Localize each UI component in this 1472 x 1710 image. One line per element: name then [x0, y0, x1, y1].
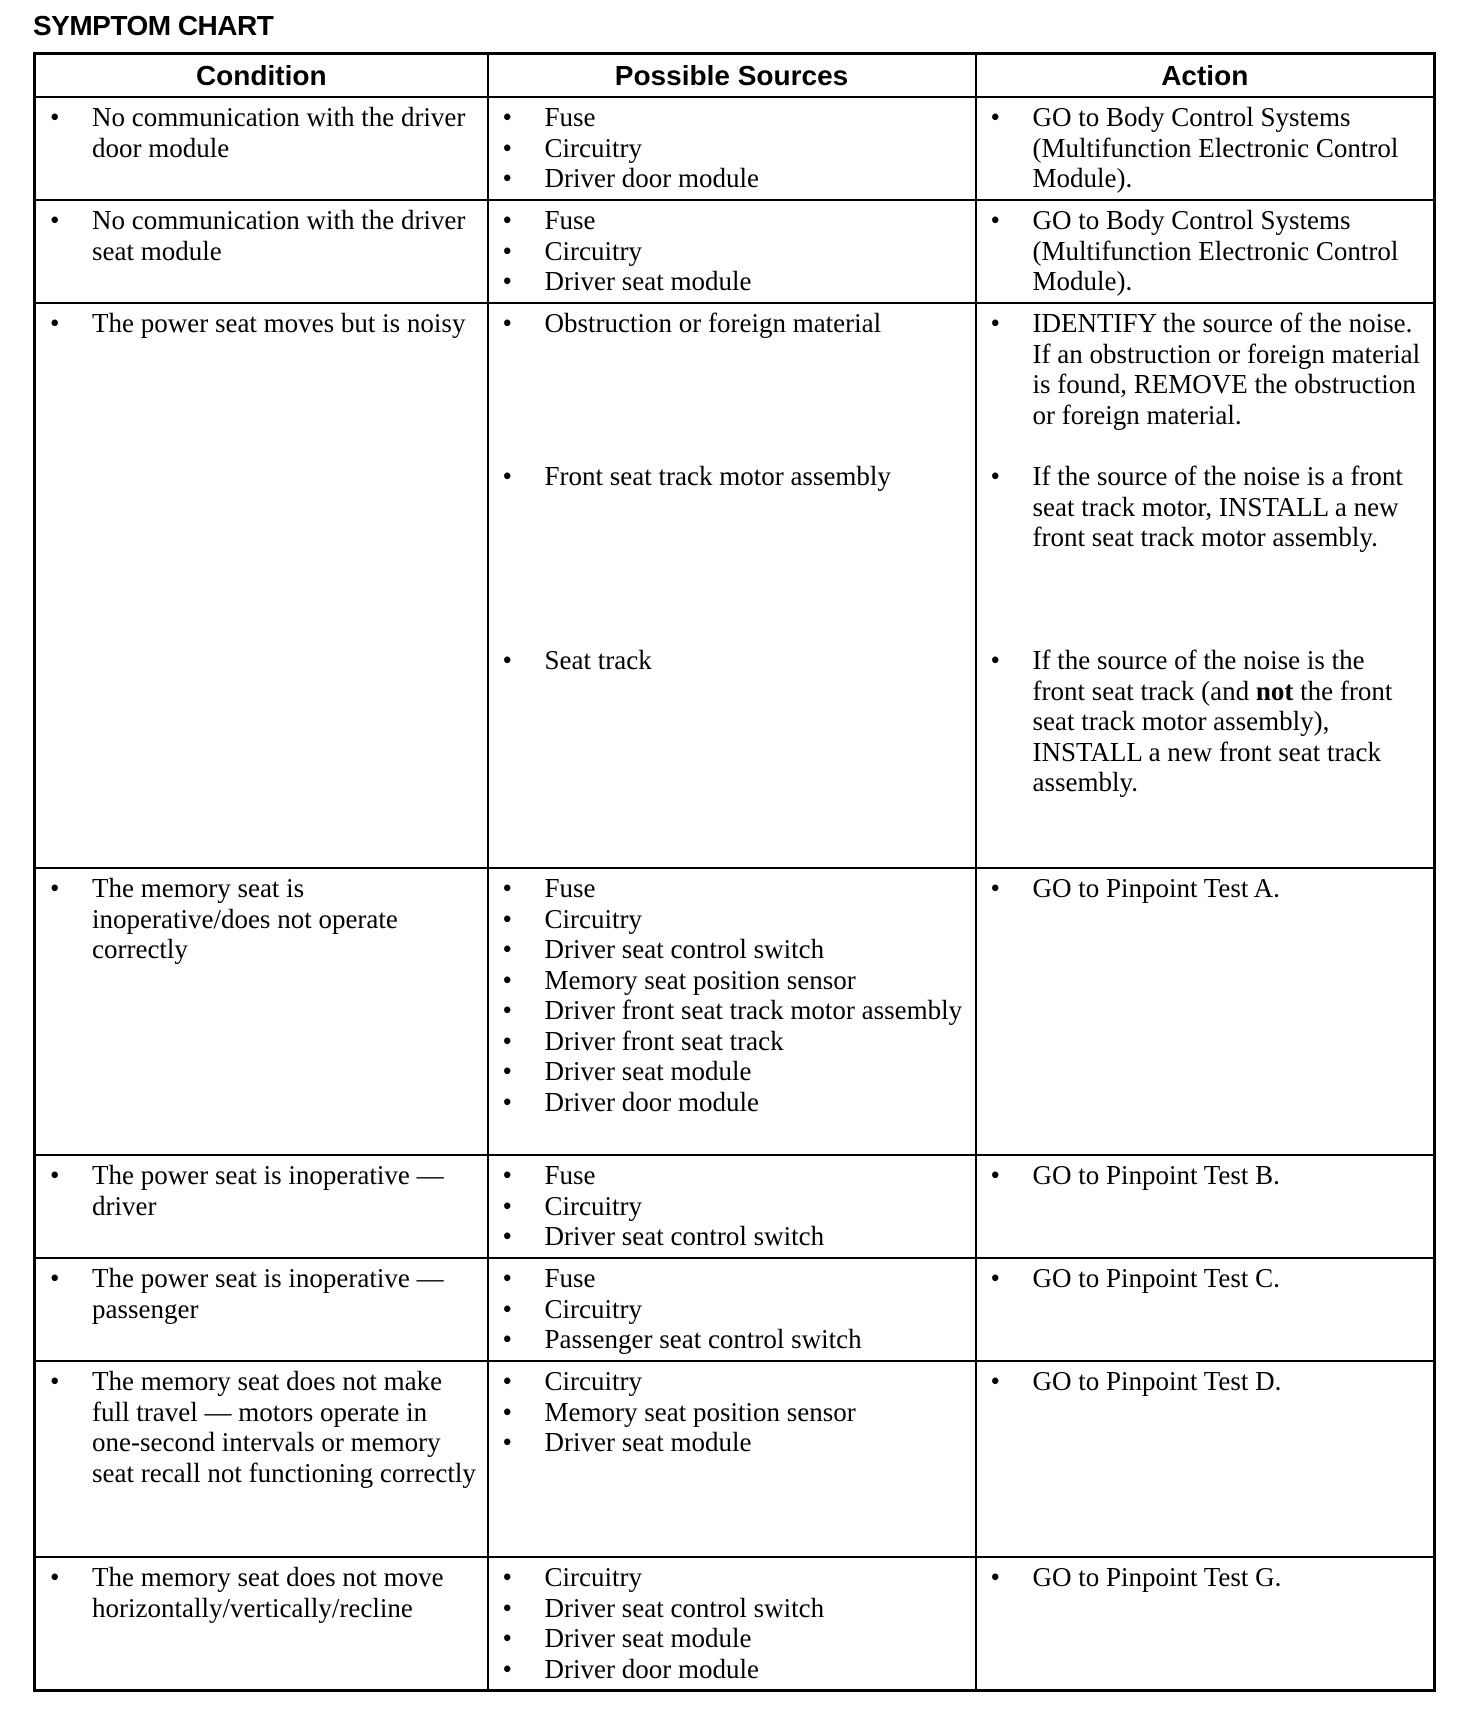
item-text: Driver seat control switch	[544, 1221, 825, 1251]
sources-cell	[488, 868, 976, 1155]
item-text: Driver seat control switch	[544, 1592, 825, 1623]
item-text: Obstruction or foreign material	[544, 308, 882, 338]
source-item	[489, 1427, 975, 1458]
condition-item	[36, 205, 487, 266]
condition-cell	[35, 303, 488, 868]
action-cell	[976, 868, 1435, 1155]
header-row	[35, 54, 1435, 98]
action-cell	[976, 303, 1435, 868]
item-text: Fuse	[544, 102, 596, 132]
condition-cell	[35, 868, 488, 1155]
source-item	[489, 1593, 975, 1624]
source-item	[489, 133, 975, 164]
action-item	[977, 1562, 1434, 1593]
item-text: If the source of the noise is the front seat track (and	[1032, 645, 1365, 706]
bullet-icon: •	[502, 873, 512, 903]
item-text: Circuitry	[544, 235, 642, 266]
action-cell	[976, 200, 1435, 303]
table-row	[35, 97, 1435, 200]
header-condition: Condition	[35, 54, 488, 98]
item-text: Memory seat position sensor	[544, 1396, 856, 1427]
item-text: Circuitry	[544, 1562, 642, 1592]
item-text: If the source of the noise is a front seat track motor, INSTALL a new front seat track motor assembly.	[1032, 461, 1403, 552]
bullet-icon: •	[990, 102, 1000, 132]
item-text: Fuse	[544, 873, 596, 903]
bullet-icon: •	[502, 132, 512, 163]
condition-cell	[35, 200, 488, 303]
item-text: The memory seat is inoperative/does not operate correctly	[92, 873, 398, 964]
bullet-icon: •	[990, 1263, 1000, 1293]
action-cell	[976, 1155, 1435, 1258]
source-item	[489, 236, 975, 267]
table-row	[35, 303, 1435, 868]
bullet-icon: •	[502, 461, 512, 491]
item-text: Driver seat control switch	[544, 934, 825, 964]
item-text: Driver front seat track motor assembly	[544, 995, 963, 1025]
item-text: Driver seat module	[544, 1056, 752, 1086]
bullet-icon: •	[502, 1025, 512, 1056]
bullet-icon: •	[502, 102, 512, 132]
action-item	[977, 645, 1434, 798]
sources-cell	[488, 1155, 976, 1258]
action-item	[977, 205, 1434, 297]
item-text: Fuse	[544, 1160, 596, 1190]
source-item	[489, 1654, 975, 1685]
bullet-icon: •	[990, 308, 1000, 338]
action-item	[977, 102, 1434, 194]
item-text: Driver door module	[544, 1653, 759, 1684]
bullet-icon: •	[502, 235, 512, 266]
item-text: IDENTIFY the source of the noise. If an obstruction or foreign material is found, REMOVE the obstruction or foreign material.	[1032, 308, 1421, 430]
bullet-icon: •	[50, 205, 60, 235]
item-text: GO to Pinpoint Test B.	[1032, 1160, 1280, 1190]
condition-item	[36, 1562, 487, 1623]
source-item	[489, 1366, 975, 1397]
condition-item	[36, 1366, 487, 1488]
item-text: Seat track	[544, 645, 652, 675]
item-text: The memory seat does not move horizontally/vertically/recline	[92, 1562, 444, 1623]
action-cell	[976, 1557, 1435, 1690]
bullet-icon: •	[502, 1592, 512, 1623]
condition-cell	[35, 1258, 488, 1361]
source-item	[489, 873, 975, 904]
item-text: Circuitry	[544, 903, 642, 934]
bullet-icon: •	[990, 461, 1000, 491]
item-text: The memory seat does not make full travel — motors operate in one-second intervals or memory seat recall not functioning correctly	[92, 1366, 476, 1488]
bullet-icon: •	[502, 308, 512, 338]
item-text: Driver door module	[544, 1086, 759, 1117]
item-text: Front seat track motor assembly	[544, 461, 891, 491]
source-item	[489, 461, 975, 492]
sources-cell	[488, 200, 976, 303]
condition-item	[36, 1263, 487, 1324]
source-item	[489, 1397, 975, 1428]
condition-cell	[35, 1557, 488, 1690]
item-text: Memory seat position sensor	[544, 964, 856, 995]
condition-item	[36, 308, 487, 339]
item-text: Fuse	[544, 1263, 596, 1293]
bullet-icon: •	[502, 995, 512, 1025]
chart-title: SYMPTOM CHART	[33, 10, 274, 41]
bullet-icon: •	[502, 1086, 512, 1117]
bullet-icon: •	[502, 1190, 512, 1221]
bullet-icon: •	[50, 308, 60, 338]
bullet-icon: •	[50, 1263, 60, 1293]
table-row	[35, 1258, 1435, 1361]
source-item	[489, 1160, 975, 1191]
item-text: Circuitry	[544, 132, 642, 163]
source-item	[489, 1623, 975, 1654]
item-text: GO to Pinpoint Test A.	[1032, 873, 1280, 903]
bullet-icon: •	[990, 205, 1000, 235]
condition-item	[36, 873, 487, 965]
emphasis-text: not	[1255, 675, 1294, 706]
source-item	[489, 163, 975, 194]
item-text: Driver seat module	[544, 1623, 752, 1653]
item-text: No communication with the driver seat module	[92, 205, 466, 266]
source-item	[489, 904, 975, 935]
source-item	[489, 965, 975, 996]
header-action: Action	[976, 54, 1435, 98]
source-item	[489, 308, 975, 339]
action-item	[977, 1366, 1434, 1397]
item-text: Circuitry	[544, 1366, 642, 1396]
source-item	[489, 1056, 975, 1087]
action-cell	[976, 1361, 1435, 1557]
bullet-icon: •	[502, 1562, 512, 1592]
source-item	[489, 205, 975, 236]
bullet-icon: •	[50, 102, 60, 132]
sources-cell	[488, 1258, 976, 1361]
source-item	[489, 934, 975, 965]
source-item	[489, 1263, 975, 1294]
bullet-icon: •	[50, 1366, 60, 1396]
source-item	[489, 1221, 975, 1252]
bullet-icon: •	[502, 1396, 512, 1427]
bullet-icon: •	[502, 1324, 512, 1354]
sources-cell	[488, 1557, 976, 1690]
bullet-icon: •	[990, 645, 1000, 675]
bullet-icon: •	[50, 873, 60, 903]
source-item	[489, 995, 975, 1026]
table-row	[35, 1155, 1435, 1258]
action-item	[977, 1263, 1434, 1294]
table-row	[35, 1557, 1435, 1690]
bullet-icon: •	[990, 1562, 1000, 1592]
bullet-icon: •	[502, 1623, 512, 1653]
bullet-icon: •	[502, 903, 512, 934]
bullet-icon: •	[502, 205, 512, 235]
sources-cell	[488, 97, 976, 200]
item-text: The power seat is inoperative — driver	[92, 1160, 444, 1221]
source-item	[489, 645, 975, 676]
item-text: Driver front seat track	[544, 1025, 784, 1056]
item-text: GO to Body Control Systems (Multifunction Electronic Control Module).	[1032, 205, 1399, 296]
source-item	[489, 1087, 975, 1118]
action-item	[977, 308, 1434, 430]
bullet-icon: •	[502, 1056, 512, 1086]
item-text: GO to Pinpoint Test C.	[1032, 1263, 1280, 1293]
action-cell	[976, 97, 1435, 200]
action-item	[977, 461, 1434, 553]
bullet-icon: •	[990, 1160, 1000, 1190]
bullet-icon: •	[502, 1263, 512, 1293]
action-item	[977, 1160, 1434, 1191]
item-text: Driver seat module	[544, 1427, 752, 1457]
table-row	[35, 1361, 1435, 1557]
item-text: The power seat moves but is noisy	[92, 308, 466, 338]
source-item	[489, 1562, 975, 1593]
header-possible-sources: Possible Sources	[488, 54, 976, 98]
bullet-icon: •	[502, 1653, 512, 1684]
item-text: Driver seat module	[544, 266, 752, 296]
action-item	[977, 873, 1434, 904]
action-cell	[976, 1258, 1435, 1361]
bullet-icon: •	[50, 1160, 60, 1190]
bullet-icon: •	[990, 873, 1000, 903]
bullet-icon: •	[502, 1160, 512, 1190]
bullet-icon: •	[502, 266, 512, 296]
bullet-icon: •	[502, 964, 512, 995]
bullet-icon: •	[50, 1562, 60, 1592]
item-text: The power seat is inoperative — passenger	[92, 1263, 444, 1324]
item-text: Fuse	[544, 205, 596, 235]
condition-cell	[35, 1361, 488, 1557]
item-text: GO to Pinpoint Test D.	[1032, 1366, 1282, 1396]
bullet-icon: •	[502, 163, 512, 193]
table-row	[35, 868, 1435, 1155]
bullet-icon: •	[502, 1293, 512, 1324]
item-text: GO to Body Control Systems (Multifunction Electronic Control Module).	[1032, 102, 1399, 193]
table-row	[35, 200, 1435, 303]
condition-item	[36, 102, 487, 163]
bullet-icon: •	[502, 1427, 512, 1457]
source-item	[489, 1294, 975, 1325]
sources-cell	[488, 303, 976, 868]
item-text: Circuitry	[544, 1190, 642, 1221]
symptom-table	[33, 52, 1436, 1692]
bullet-icon: •	[502, 934, 512, 964]
bullet-icon: •	[502, 1221, 512, 1251]
sources-cell	[488, 1361, 976, 1557]
item-text: Driver door module	[544, 163, 759, 193]
item-text: Passenger seat control switch	[544, 1324, 862, 1354]
source-item	[489, 1191, 975, 1222]
source-item	[489, 266, 975, 297]
source-item	[489, 1026, 975, 1057]
condition-cell	[35, 1155, 488, 1258]
source-item	[489, 102, 975, 133]
condition-cell	[35, 97, 488, 200]
bullet-icon: •	[990, 1366, 1000, 1396]
item-text: the front seat track motor assembly), INSTALL a new front seat track assembly.	[1032, 675, 1393, 797]
source-item	[489, 1324, 975, 1355]
bullet-icon: •	[502, 645, 512, 675]
bullet-icon: •	[502, 1366, 512, 1396]
item-text: Circuitry	[544, 1293, 642, 1324]
condition-item	[36, 1160, 487, 1221]
item-text: No communication with the driver door module	[92, 102, 466, 163]
item-text: GO to Pinpoint Test G.	[1032, 1562, 1282, 1592]
